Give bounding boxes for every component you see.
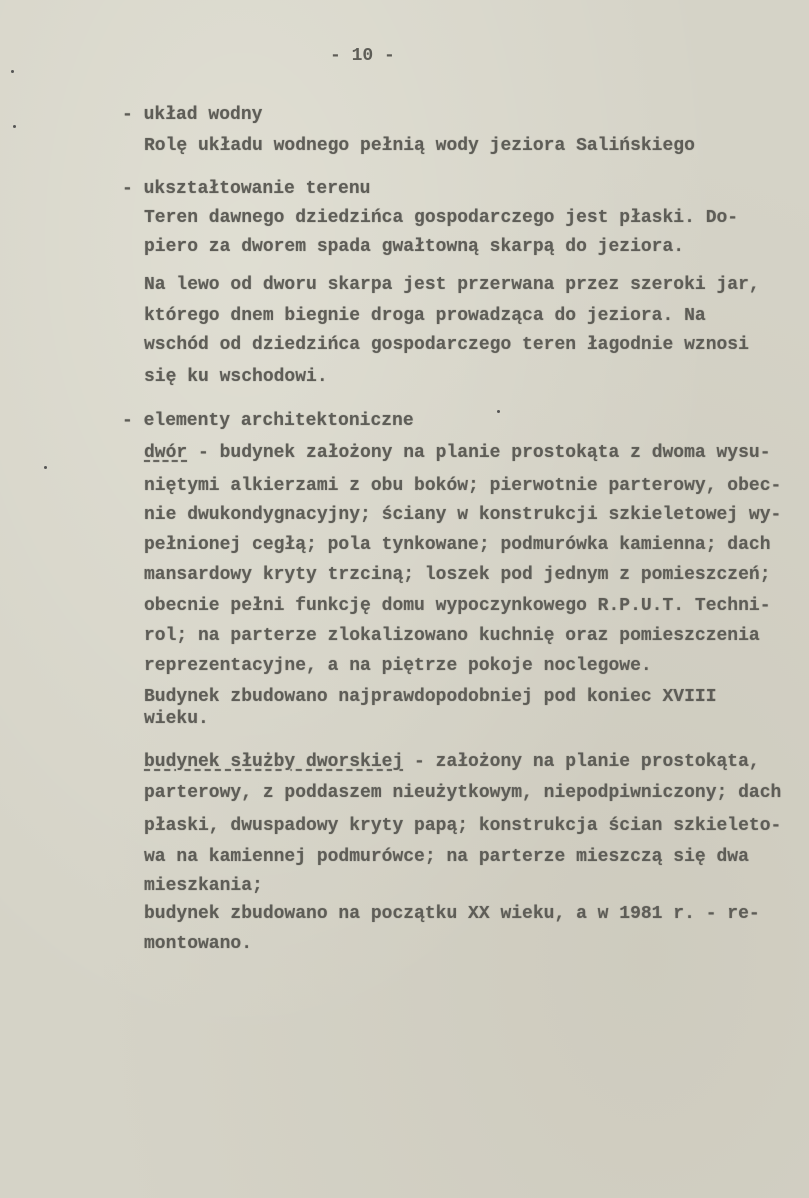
text-line: rol; na parterze zlokalizowano kuchnię oraz pomieszczenia (144, 626, 760, 646)
text-line: nie dwukondygnacyjny; ściany w konstrukcji szkieletowej wy- (144, 505, 782, 525)
paper-speck (13, 125, 16, 128)
text-line: wschód od dziedzińca gospodarczego teren łagodnie wznosi (144, 335, 749, 355)
text-line: Teren dawnego dziedzińca gospodarczego jest płaski. Do- (144, 208, 739, 228)
text-line: mansardowy kryty trzciną; loszek pod jednym z pomieszczeń; (144, 565, 771, 585)
text-line: którego dnem biegnie droga prowadząca do jeziora. Na (144, 306, 706, 326)
text-line: Budynek zbudowano najprawdopodobniej pod koniec XVIII (144, 687, 717, 707)
section-heading-architecture: - elementy architektoniczne (122, 411, 414, 431)
paper-speck (11, 70, 14, 73)
paper-speck (497, 410, 500, 413)
text-line: mieszkania; (144, 876, 263, 896)
text-line: się ku wschodowi. (144, 367, 328, 387)
text-line: wieku. (144, 709, 209, 729)
text-line: reprezentacyjne, a na piętrze pokoje noclegowe. (144, 656, 652, 676)
text-line: parterowy, z poddaszem nieużytkowym, niepodpiwniczony; dach (144, 783, 782, 803)
text-line: piero za dworem spada gwałtowną skarpą do jeziora. (144, 237, 685, 257)
page-number: - 10 - (330, 46, 395, 66)
text-line: niętymi alkierzami z obu boków; pierwotnie parterowy, obec- (144, 476, 782, 496)
text-line: pełnionej cegłą; pola tynkowane; podmurówka kamienna; dach (144, 535, 771, 555)
paper-speck (44, 466, 47, 469)
text-line: wa na kamiennej podmurówce; na parterze mieszczą się dwa (144, 847, 749, 867)
text-fragment: - budynek założony na planie prostokąta z dwoma wysu- (187, 443, 771, 463)
section-heading-water: - układ wodny (122, 105, 263, 125)
text-fragment: - założony na planie prostokąta, (403, 752, 760, 772)
text-line: obecnie pełni funkcję domu wypoczynkowego R.P.U.T. Techni- (144, 596, 771, 616)
text-line: montowano. (144, 934, 253, 954)
text-line (144, 751, 760, 773)
text-line: Rolę układu wodnego pełnią wody jeziora Salińskiego (144, 136, 695, 156)
text-line: budynek zbudowano na początku XX wieku, a w 1981 r. - re- (144, 904, 760, 924)
term-sluzba: budynek służby dworskiej (144, 752, 404, 772)
text-line: płaski, dwuspadowy kryty papą; konstrukcja ścian szkieleto- (144, 816, 782, 836)
text-line (144, 442, 771, 464)
section-heading-terrain: - ukształtowanie terenu (122, 179, 371, 199)
term-dwor: dwór (144, 443, 188, 463)
text-line: Na lewo od dworu skarpa jest przerwana przez szeroki jar, (144, 275, 760, 295)
